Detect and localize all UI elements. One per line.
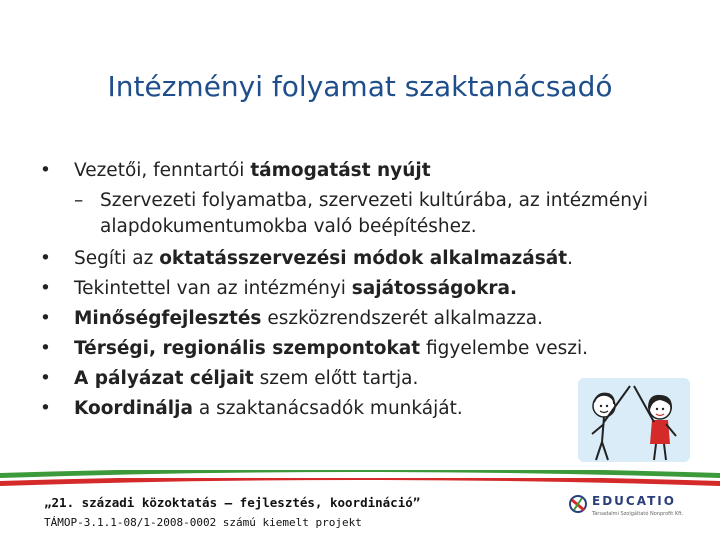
logo-text: EDUCATIO	[592, 494, 676, 508]
bullet-item: • Tekintettel van az intézményi sajátosságokra.	[40, 274, 700, 304]
slide-title: Intézményi folyamat szaktanácsadó	[107, 70, 613, 103]
bullet-marker: •	[40, 278, 51, 299]
footer-project-title: „21. századi közoktatás – fejlesztés, koordináció”	[44, 495, 421, 510]
dash-marker: –	[74, 190, 84, 211]
bullet-marker: •	[40, 398, 51, 419]
bullet-item: • A pályázat céljait szem előtt tartja.	[40, 364, 700, 394]
bullet-marker: •	[40, 368, 51, 389]
bullet-item: • Vezetői, fenntartói támogatást nyújt	[40, 156, 700, 186]
bullet-marker: •	[40, 160, 51, 181]
bullet-item: • Segíti az oktatásszervezési módok alkalmazását.	[40, 244, 700, 274]
bullet-marker: •	[40, 308, 51, 329]
sub-bullet-item: – Szervezeti folyamatba, szervezeti kultúrába, az intézményi alapdokumentumokba való beépítéshez.	[74, 190, 649, 237]
bullet-marker: •	[40, 338, 51, 359]
bullet-marker: •	[40, 248, 51, 269]
bullet-item: • Koordinálja a szaktanácsadók munkáját.	[40, 394, 700, 424]
people-high-five-icon	[578, 378, 690, 462]
bullet-item: • Térségi, regionális szempontokat figyelembe veszi.	[40, 334, 700, 364]
bullet-item: • Minőségfejlesztés eszközrendszerét alkalmazza.	[40, 304, 700, 334]
high-five-illustration	[578, 378, 690, 462]
red-stripe	[0, 478, 720, 488]
footer-project-code: TÁMOP-3.1.1-08/1-2008-0002 számú kiemelt projekt	[44, 516, 362, 529]
logo-subtext: Társadalmi Szolgáltató Nonprofit Kft.	[592, 511, 684, 517]
